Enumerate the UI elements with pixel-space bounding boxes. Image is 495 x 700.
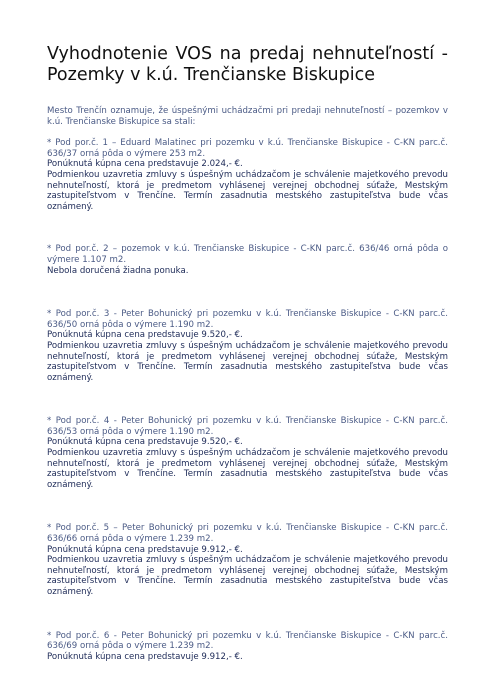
item-6-price: Ponúknutá kúpna cena predstavuje 9.912,- €. bbox=[47, 651, 243, 662]
item-1-price: Ponúknutá kúpna cena predstavuje 2.024,- €. bbox=[47, 159, 243, 170]
item-3-condition: Podmienkou uzavretia zmluvy s úspešným uchádzačom je schválenie majetkového prevodu nehnuteľností, ktorá je predmetom vyhlásenej verejnej obchodnej súťaže, Mestským zastupiteľstvom v Trenčíne. Termín zasadnutia mestského zastupiteľstva bude včas oznámený. bbox=[47, 340, 448, 383]
item-5-price: Ponúknutá kúpna cena predstavuje 9.912,- €. bbox=[47, 544, 243, 555]
item-1-head: * Pod por.č. 1 – Eduard Malatinec pri pozemku v k.ú. Trenčianske Biskupice - C-KN parc.č. 636/37 orná pôda o výmere 253 m2. bbox=[47, 138, 448, 159]
item-3-price: Ponúknutá kúpna cena predstavuje 9.520,- €. bbox=[47, 330, 243, 341]
list-item-2 bbox=[47, 244, 448, 276]
item-4-condition: Podmienkou uzavretia zmluvy s úspešným uchádzačom je schválenie majetkového prevodu nehnuteľností, ktorá je predmetom vyhlásenej verejnej obchodnej súťaže, Mestským zastupiteľstvom v Trenčíne. Termín zasadnutia mestského zastupiteľstva bude včas oznámený. bbox=[47, 448, 448, 490]
list-item-5 bbox=[47, 523, 448, 597]
page-title: Vyhodnotenie VOS na predaj nehnuteľností - Pozemky v k.ú. Trenčianske Biskupice bbox=[47, 44, 448, 85]
item-3-head: * Pod por.č. 3 - Peter Bohunický pri pozemku v k.ú. Trenčianske Biskupice - C-KN parc.č. 636/50 orná pôda o výmere 1.190 m2. bbox=[47, 309, 448, 330]
item-5-head: * Pod por.č. 5 – Peter Bohunický pri pozemku v k.ú. Trenčianske Biskupice - C-KN parc.č. 636/66 orná pôda o výmere 1.239 m2. bbox=[47, 523, 448, 545]
item-2-head: * Pod por.č. 2 – pozemok v k.ú. Trenčianske Biskupice - C-KN parc.č. 636/46 orná pôda o výmere 1.107 m2. bbox=[47, 244, 448, 265]
item-4-head: * Pod por.č. 4 - Peter Bohunický pri pozemku v k.ú. Trenčianske Biskupice - C-KN parc.č. 636/53 orná pôda o výmere 1.190 m2. bbox=[47, 416, 448, 437]
item-5-condition: Podmienkou uzavretia zmluvy s úspešným uchádzačom je schválenie majetkového prevodu nehnuteľností, ktorá je predmetom vyhlásenej verejnej obchodnej súťaže, Mestským zastupiteľstvom v Trenčíne. Termín zasadnutia mestského zastupiteľstva bude včas oznámený. bbox=[47, 555, 448, 597]
list-item-1 bbox=[47, 138, 448, 212]
list-item-4 bbox=[47, 416, 448, 490]
item-4-price: Ponúknutá kúpna cena predstavuje 9.520,- €. bbox=[47, 437, 243, 448]
list-item-3 bbox=[47, 309, 448, 383]
list-item-6 bbox=[47, 631, 448, 663]
intro-paragraph: Mesto Trenčín oznamuje, že úspešnými uchádzačmi pri predaji nehnuteľností – pozemkov v k.ú. Trenčianske Biskupice sa stali: bbox=[47, 106, 448, 127]
item-6-head: * Pod por.č. 6 - Peter Bohunický pri pozemku v k.ú. Trenčianske Biskupice - C-KN parc.č. 636/69 orná pôda o výmere 1.239 m2. bbox=[47, 630, 448, 652]
item-1-condition: Podmienkou uzavretia zmluvy s úspešným uchádzačom je schválenie majetkového prevodu nehnuteľností, ktorá je predmetom vyhlásenej verejnej obchodnej súťaže, Mestským zastupiteľstvom v Trenčíne. Termín zasadnutia mestského zastupiteľstva bude včas oznámený. bbox=[47, 169, 448, 212]
item-2-price: Nebola doručená žiadna ponuka. bbox=[47, 265, 189, 276]
